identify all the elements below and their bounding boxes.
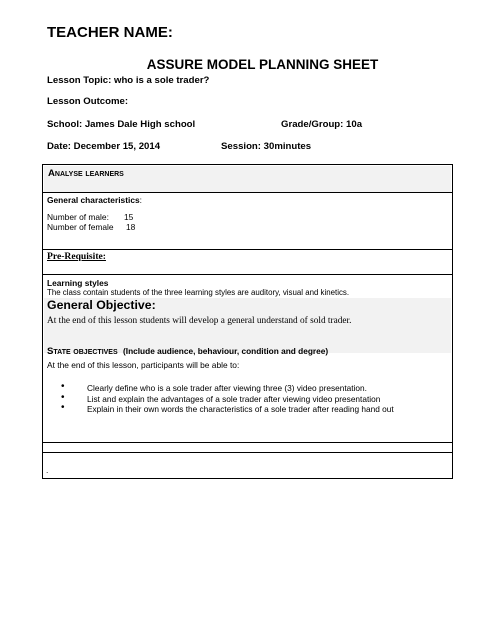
grade-group-field: Grade/Group: 10a	[281, 119, 363, 130]
general-characteristics	[47, 195, 142, 205]
female-count-value: 18	[126, 222, 136, 232]
learning-styles-text: The class contain students of the three learning styles are auditory, visual and kinetics.	[47, 288, 350, 297]
divider	[43, 192, 452, 193]
state-objectives-note: (Include audience, behaviour, condition and degree)	[123, 346, 329, 356]
general-characteristics-label: General characteristics	[47, 195, 140, 205]
divider	[43, 274, 452, 275]
divider	[43, 249, 452, 250]
learning-styles-heading: Learning styles	[47, 278, 109, 288]
session-field: Session: 30minutes	[221, 141, 312, 152]
list-item: • Clearly define who is a sole trader after viewing three (3) video presentation.	[75, 383, 394, 394]
lesson-topic: Lesson Topic: who is a sole trader?	[47, 75, 210, 86]
general-objective-heading: General Objective:	[47, 298, 156, 312]
lesson-outcome-label: Lesson Outcome:	[47, 96, 129, 107]
analyse-learners-text: Analyse learners	[48, 168, 124, 179]
state-objectives-intro: At the end of this lesson, participants will be able to:	[47, 360, 240, 370]
state-objectives-title: State objectives	[47, 346, 118, 357]
male-count-label: Number of male:	[47, 212, 109, 222]
list-item: • List and explain the advantages of a sole trader after viewing video presentation	[75, 394, 394, 405]
footer-mark: .	[46, 465, 49, 475]
teacher-name-label: TEACHER NAME:	[47, 24, 173, 41]
divider	[43, 452, 452, 453]
female-count-label: Number of female	[47, 222, 114, 232]
list-item: • Explain in their own words the characteristics of a sole trader after reading hand out	[75, 404, 394, 415]
analyse-learners-heading	[48, 168, 124, 179]
planning-table	[42, 164, 453, 479]
prerequisite-heading: Pre-Requisite:	[47, 251, 106, 262]
state-objectives-heading	[47, 346, 328, 357]
general-characteristics-colon: :	[139, 195, 142, 205]
school-field: School: James Dale High school	[47, 119, 196, 130]
date-field: Date: December 15, 2014	[47, 141, 161, 152]
male-count-value: 15	[124, 212, 134, 222]
objectives-list	[75, 383, 394, 415]
page-title: ASSURE MODEL PLANNING SHEET	[146, 57, 379, 72]
general-objective-text: At the end of this lesson students will develop a general understand of sold trader.	[47, 316, 352, 326]
divider	[43, 442, 452, 443]
